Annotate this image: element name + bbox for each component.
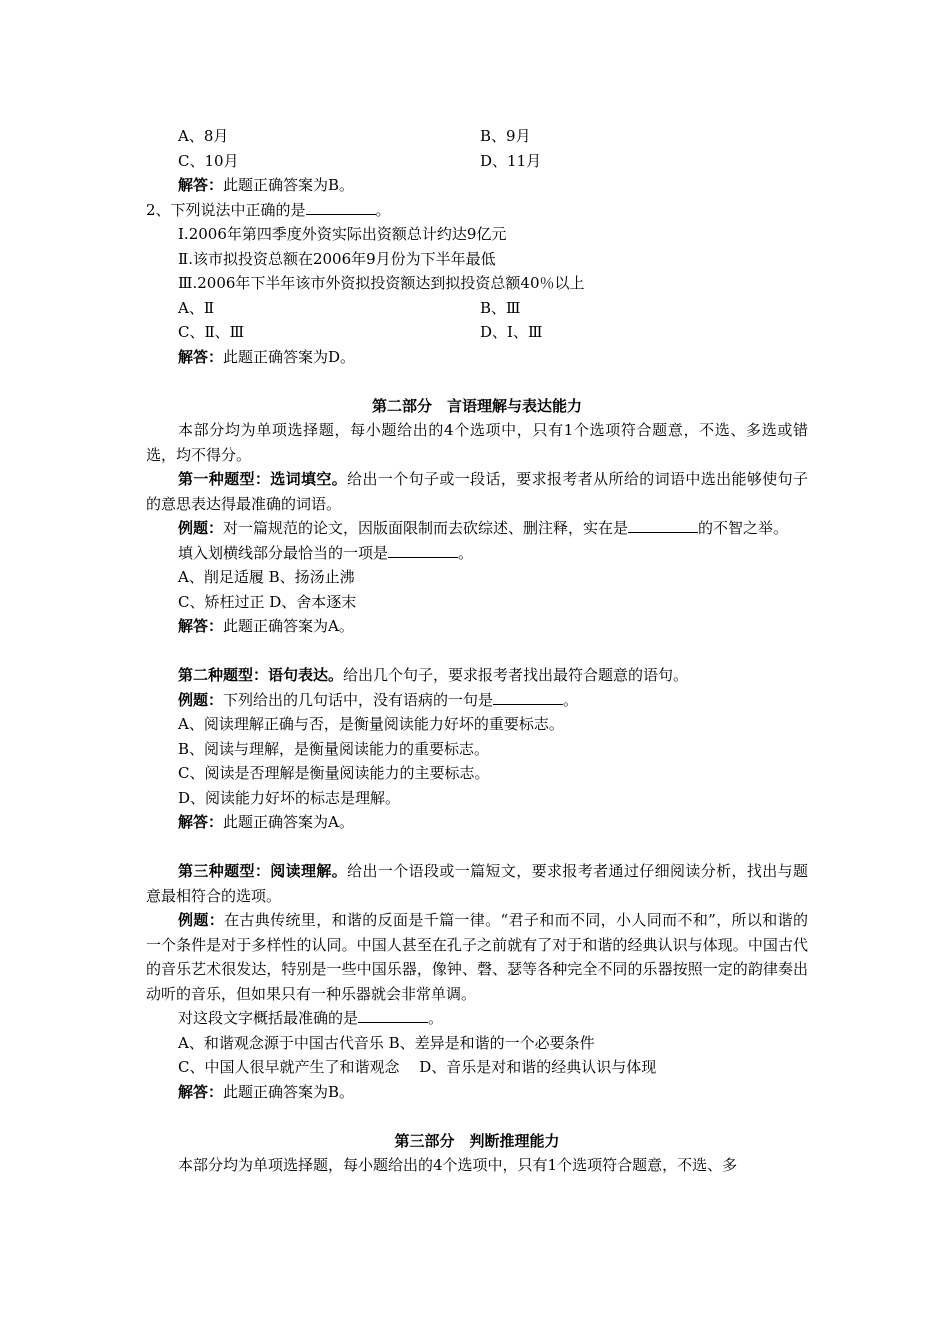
q1-option-c: C、10月 xyxy=(178,151,239,170)
document-page xyxy=(146,124,808,1178)
type3-description: 第三种题型：阅读理解。给出一个语段或一篇短文，要求报考者通过仔细阅读分析，找出与题意最相符合的选项。 xyxy=(146,862,808,905)
part3-title: 第三部分 判断推理能力 xyxy=(394,1131,560,1150)
type2-answer: 解答：此题正确答案为A。 xyxy=(178,813,354,831)
type3-label: 第三种题型：阅读理解。 xyxy=(178,862,348,880)
q2-options-row-1 xyxy=(146,296,808,321)
type3-prompt-blank xyxy=(358,1008,428,1023)
type1-answer: 解答：此题正确答案为A。 xyxy=(178,617,354,635)
type2-option-c: C、阅读是否理解是衡量阅读能力的主要标志。 xyxy=(178,764,490,782)
q2-answer: 解答：此题正确答案为D。 xyxy=(178,347,356,366)
q2-option-a: A、Ⅱ xyxy=(178,298,215,317)
type3-example: 例题：在古典传统里，和谐的反面是千篇一律。“君子和而不同，小人同而不和”，所以和谐的一个条件是对于多样性的认同。中国人甚至在孔子之前就有了对于和谐的经典认识与体现。中国古代的音乐艺术很发达，特别是一些中国乐器，像钟、磬、瑟等各种完全不同的乐器按照一定的韵律奏出动听的音乐，但如果只有一种乐器就会非常单调。 xyxy=(146,911,808,1003)
q1-answer-label: 解答： xyxy=(178,176,224,194)
type2-description: 第二种题型：语句表达。给出几个句子，要求报考者找出最符合题意的语句。 xyxy=(178,666,689,684)
q2-blank xyxy=(306,200,376,215)
type2-option-b: B、阅读与理解，是衡量阅读能力的重要标志。 xyxy=(178,739,490,758)
q2-item-3: Ⅲ.2006年下半年该市外资拟投资额达到拟投资总额40％以上 xyxy=(178,274,585,292)
q2-stem: 2、下列说法中正确的是 。 xyxy=(146,200,391,219)
type1-options-ab: A、削足适履 B、扬汤止沸 xyxy=(178,568,355,586)
type2-label: 第二种题型：语句表达。 xyxy=(178,666,344,684)
q1-answer-text: 此题正确答案为B。 xyxy=(223,176,355,194)
type2-option-d: D、阅读能力好坏的标志是理解。 xyxy=(178,788,401,807)
type1-description: 第一种题型：选词填空。给出一个句子或一段话，要求报考者从所给的词语中选出能够使句子的意思表达得最准确的词语。 xyxy=(146,470,808,513)
q2-item-2: Ⅱ.该市拟投资总额在2006年9月份为下半年最低 xyxy=(178,249,496,268)
q1-option-d: D、11月 xyxy=(480,151,542,170)
q2-item-1: Ⅰ.2006年第四季度外资实际出资额总计约达9亿元 xyxy=(178,225,507,243)
type3-prompt: 对这段文字概括最准确的是 。 xyxy=(178,1009,444,1027)
q1-option-a: A、8月 xyxy=(178,127,229,145)
type3-answer: 解答：此题正确答案为B。 xyxy=(178,1082,355,1101)
q1-option-b: B、9月 xyxy=(480,127,531,145)
type1-example-blank xyxy=(628,518,698,533)
type1-options-cd: C、矫枉过正 D、舍本逐末 xyxy=(178,592,357,611)
type1-prompt-blank xyxy=(388,543,458,558)
q2-option-d: D、Ⅰ、Ⅲ xyxy=(480,323,543,341)
type2-option-a: A、阅读理解正确与否，是衡量阅读能力好坏的重要标志。 xyxy=(178,715,564,733)
type1-prompt: 填入划横线部分最恰当的一项是 。 xyxy=(178,543,474,562)
q2-option-c: C、Ⅱ、Ⅲ xyxy=(178,323,245,341)
q1-options-row-1 xyxy=(146,124,808,149)
part2-intro: 本部分均为单项选择题，每小题给出的4个选项中，只有1个选项符合题意，不选、多选或错选，均不得分。 xyxy=(146,421,808,464)
type1-label: 第一种题型：选词填空。 xyxy=(178,470,348,488)
q1-options-row-2 xyxy=(146,149,808,174)
type3-options-cd: C、中国人很早就产生了和谐观念 D、音乐是对和谐的经典认识与体现 xyxy=(178,1058,657,1076)
q1-answer xyxy=(146,173,808,198)
type3-options-ab: A、和谐观念源于中国古代音乐 B、差异是和谐的一个必要条件 xyxy=(178,1033,595,1052)
q2-option-b: B、Ⅲ xyxy=(480,298,521,317)
type2-example: 例题：下列给出的几句话中，没有语病的一句是 。 xyxy=(178,690,579,709)
q2-options-row-2 xyxy=(146,320,808,345)
part2-title: 第二部分 言语理解与表达能力 xyxy=(371,396,582,415)
type2-example-blank xyxy=(493,690,563,705)
part3-intro: 本部分均为单项选择题，每小题给出的4个选项中，只有1个选项符合题意，不选、多 xyxy=(178,1156,738,1174)
type1-example: 例题：对一篇规范的论文，因版面限制而去砍综述、删注释，实在是 的不智之举。 xyxy=(178,519,789,537)
